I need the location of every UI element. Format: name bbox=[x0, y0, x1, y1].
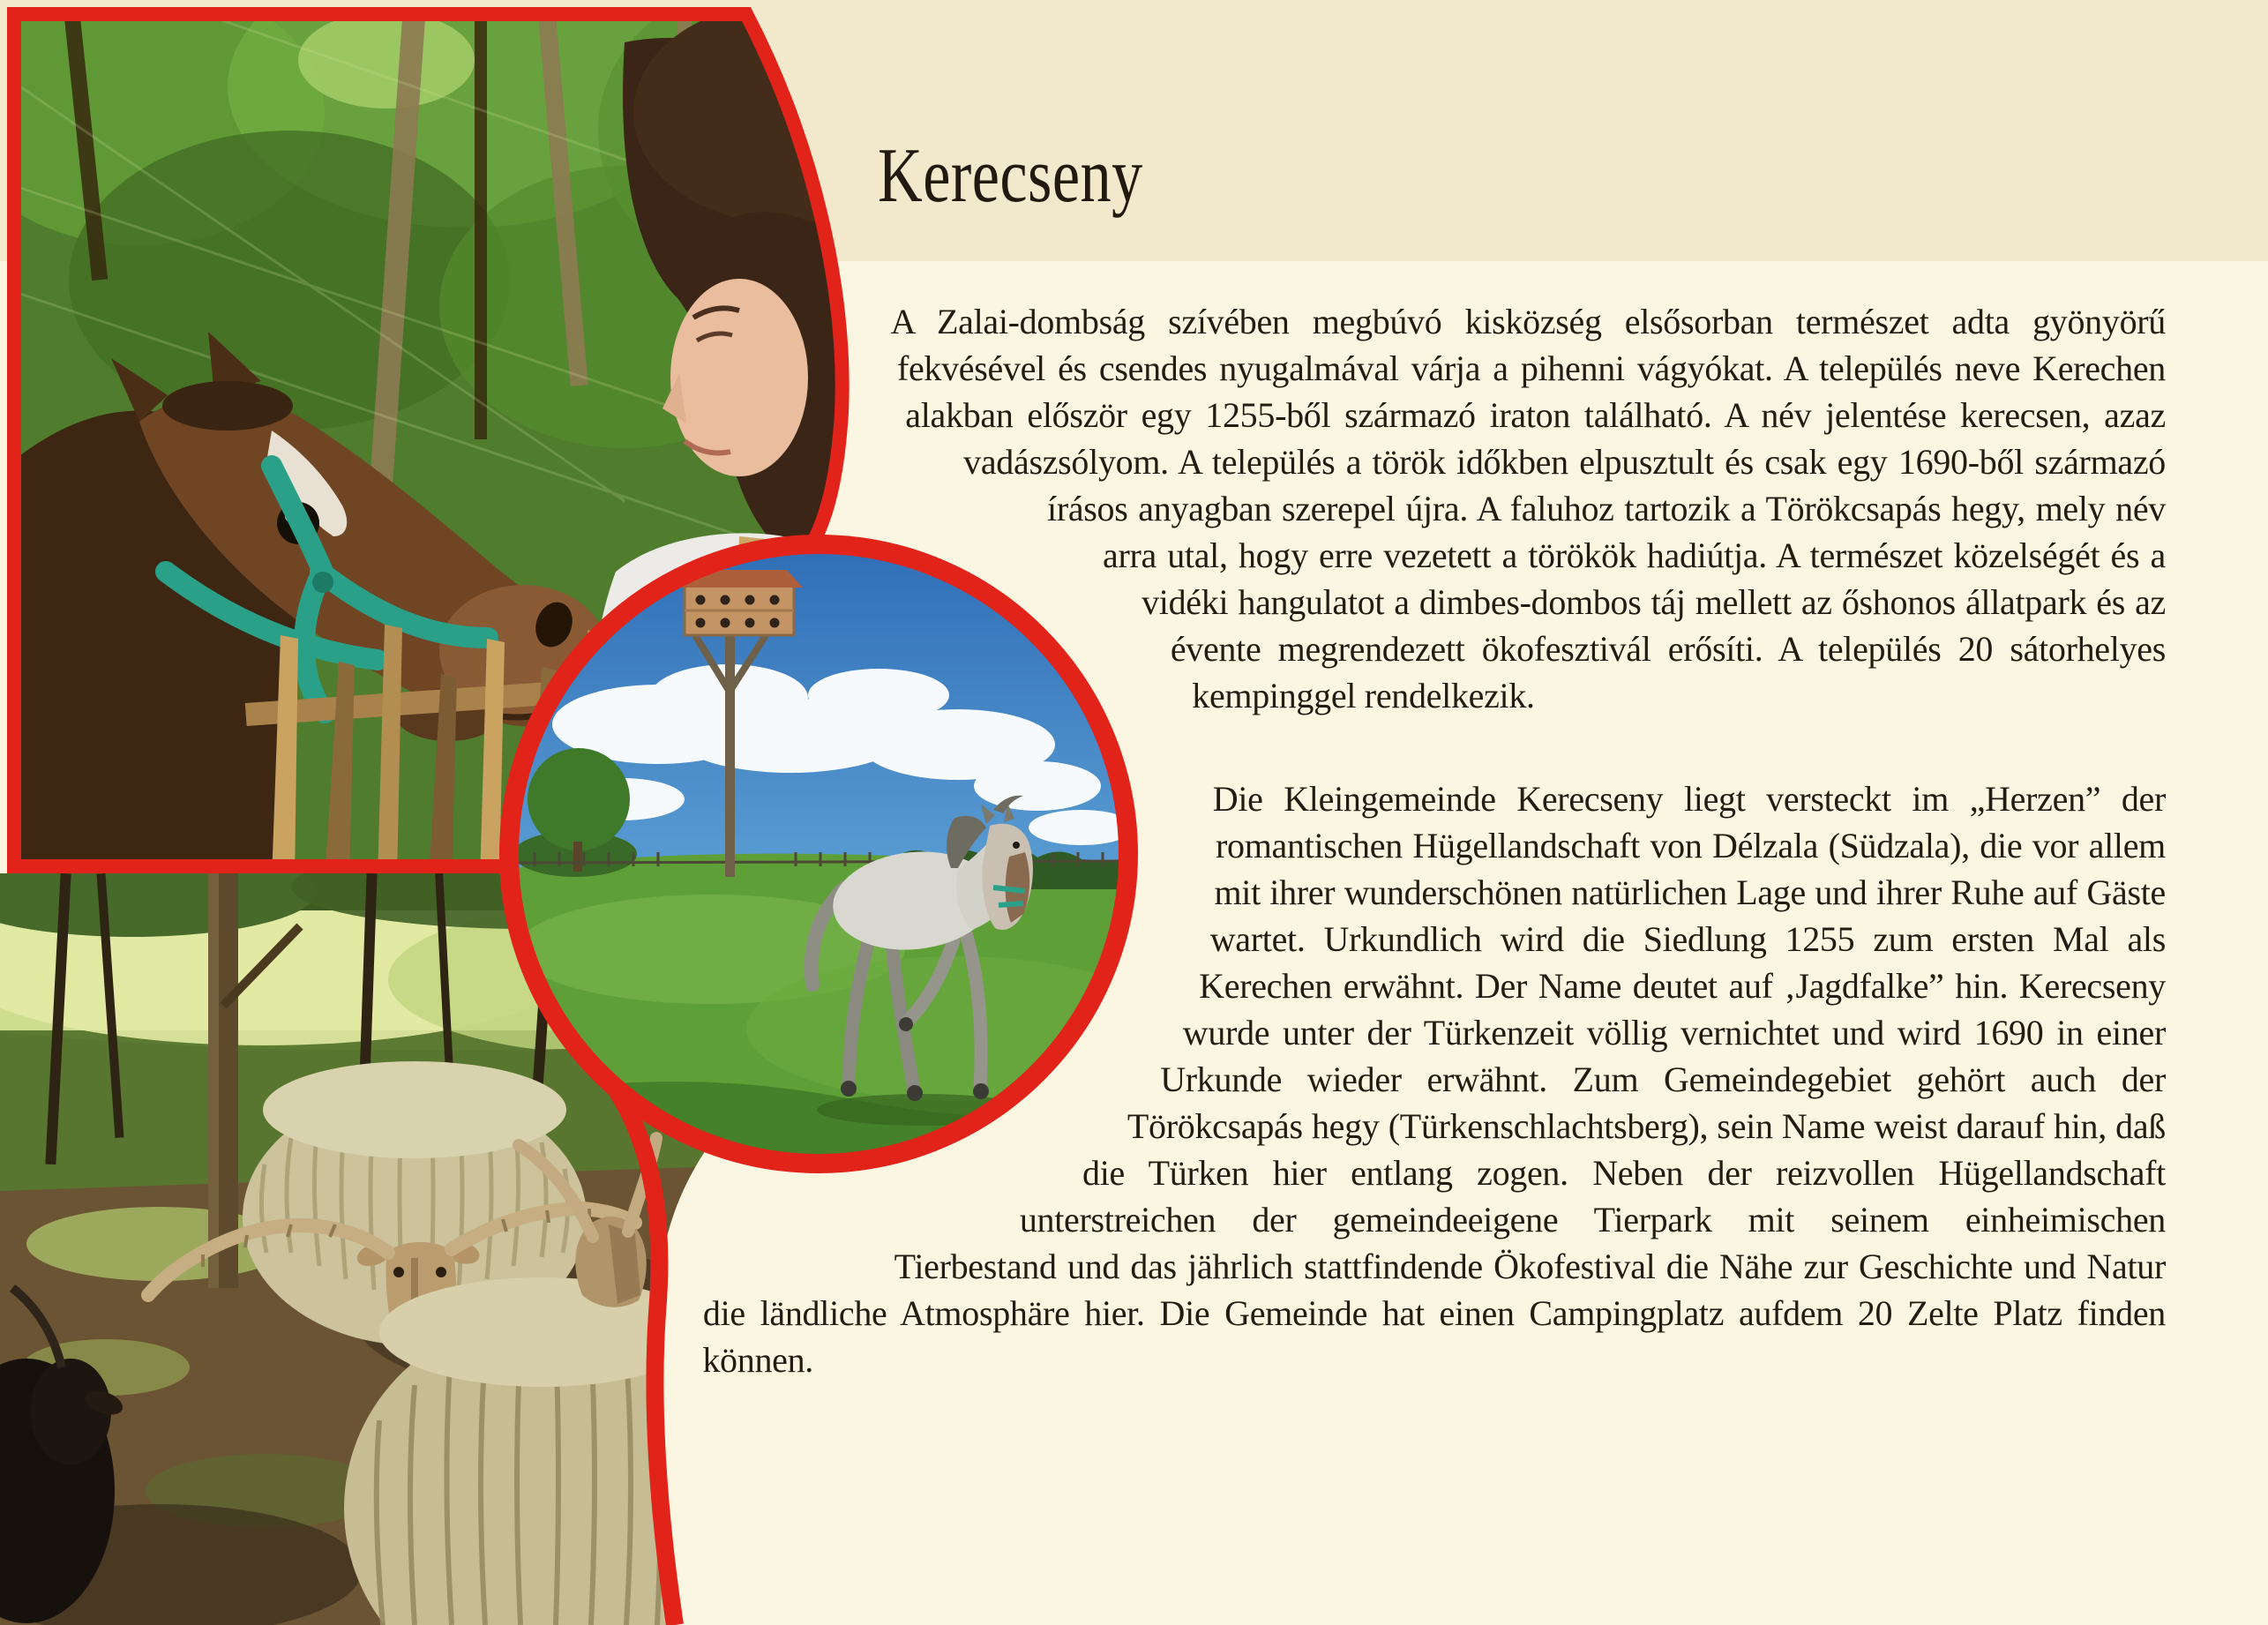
page-title: Kerecseny bbox=[878, 133, 1143, 219]
paragraph-german: Die Kleingemeinde Kerecseny liegt versteckt im „Herzen” der romantischen Hügellandschaft von Délzala (Südzala), die vor allem mit ihrer wunderschönen natürlichen Lage und ihrer Ruhe auf Gäste wartet. Urkundlich wird die Siedlung 1255 zum ersten Mal als Kerechen erwähnt. Der Name deutet auf ‚Jagdfalke” hin. Kerecseny wurde unter der Türkenzeit völlig vernichtet und wird 1690 in einer Urkunde wieder erwähnt. Zum Gemeindegebiet gehört auch der Törökcsapás hegy (Türkenschlachtsberg), sein Name weist darauf hin, daß die Türken hier entlang zogen. Neben der reizvollen Hügellandschaft unterstreichen der gemeindeeigene Tierpark mit seinem einheimischen Tierbestand und das jährlich stattfindende Ökofestival die Nähe zur Geschichte und Natur die ländliche Atmosphäre hier. Die Gemeinde hat einen Campingplatz aufdem 20 Zelte Platz finden können. bbox=[702, 779, 2166, 1380]
photo-meadow-horse bbox=[499, 535, 1138, 1173]
paragraph-hungarian: A Zalai-dombság szívében megbúvó kisközség elsősorban természet adta gyönyörű fekvésével és csendes nyugalmával várja a pihenni vágyókat. A település neve Kerechen alakban először egy 1255-ből származó iraton található. A név jelentése kerecsen, azaz vadászsólyom. A település a török időkben elpusztult és csak egy 1690-ből származó írásos anyagban szerepel újra. A faluhoz tartozik a Törökcsapás hegy, mely név arra utal, hogy erre vezetett a törökök hadiútja. A természet közelségét és a vidéki hangulatot a dimbes-dombos táj mellett az őshonos állatpark és az évente megrendezett ökofesztivál erősíti. A település 20 sátorhelyes kempinggel rendelkezik. bbox=[890, 302, 2166, 715]
